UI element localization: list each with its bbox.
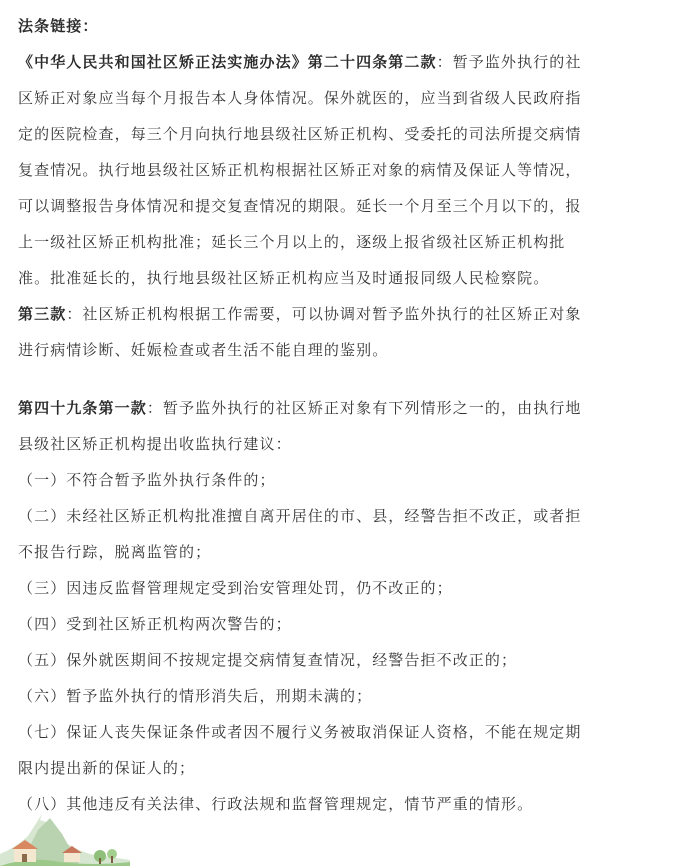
mountain-village-illustration <box>0 796 130 866</box>
art49-item: （五）保外就医期间不按规定提交病情复查情况，经警告拒不改正的； <box>18 651 518 669</box>
art24-line: 准。批准延长的，执行地县级社区矫正机构应当及时通报同级人民检察院。 <box>18 269 550 287</box>
art49-item: 不报告行踪，脱离监管的； <box>18 543 212 561</box>
art49-item: （六）暂予监外执行的情形消失后，刑期未满的； <box>18 687 373 705</box>
art24-line: 复查情况。执行地县级社区矫正机构根据社区矫正对象的病情及保证人等情况， <box>18 161 582 179</box>
art49-item: （八）其他违反有关法律、行政法规和监督管理规定，情节严重的情形。 <box>18 795 534 813</box>
clause3-line-1-text: ：社区矫正机构根据工作需要，可以协调对暂予监外执行的社区矫正对象 <box>66 305 582 323</box>
art24-line: 定的医院检查，每三个月向执行地县级社区矫正机构、受委托的司法所提交病情 <box>18 125 582 143</box>
art49-item: 限内提出新的保证人的； <box>18 759 196 777</box>
art49-line-1 <box>18 390 673 426</box>
clause3-line-2: 进行病情诊断、妊娠检查或者生活不能自理的鉴别。 <box>18 341 389 359</box>
section-heading: 法条链接： <box>18 17 99 35</box>
art49-line-1-text: ：暂予监外执行的社区矫正对象有下列情形之一的，由执行地 <box>146 399 582 417</box>
clause3-title: 第三款 <box>18 305 67 323</box>
art49-item: （四）受到社区矫正机构两次警告的； <box>18 615 292 633</box>
paragraph-gap <box>18 368 673 390</box>
art24-line: 上一级社区矫正机构批准；延长三个月以上的，逐级上报省级社区矫正机构批 <box>18 233 566 251</box>
art24-line: 可以调整报告身体情况和提交复查情况的期限。延长一个月至三个月以下的，报 <box>18 197 582 215</box>
heading-line <box>18 8 673 44</box>
law-text <box>18 8 673 822</box>
art24-line: 区矫正对象应当每个月报告本人身体情况。保外就医的，应当到省级人民政府指 <box>18 89 582 107</box>
art49-item: （三）因违反监督管理规定受到治安管理处罚，仍不改正的； <box>18 579 453 597</box>
art49-line-2: 县级社区矫正机构提出收监执行建议： <box>18 435 292 453</box>
art49-title: 第四十九条第一款 <box>18 399 147 417</box>
art24-line-1-text: ：暂予监外执行的社 <box>436 53 582 71</box>
art24-line-1 <box>18 44 673 80</box>
art24-title: 《中华人民共和国社区矫正法实施办法》第二十四条第二款 <box>18 53 437 71</box>
art49-item: （二）未经社区矫正机构批准擅自离开居住的市、县，经警告拒不改正，或者拒 <box>18 507 582 525</box>
art49-item: （七）保证人丧失保证条件或者因不履行义务被取消保证人资格，不能在规定期 <box>18 723 582 741</box>
clause3-line-1 <box>18 296 673 332</box>
art49-item: （一）不符合暂予监外执行条件的； <box>18 471 276 489</box>
